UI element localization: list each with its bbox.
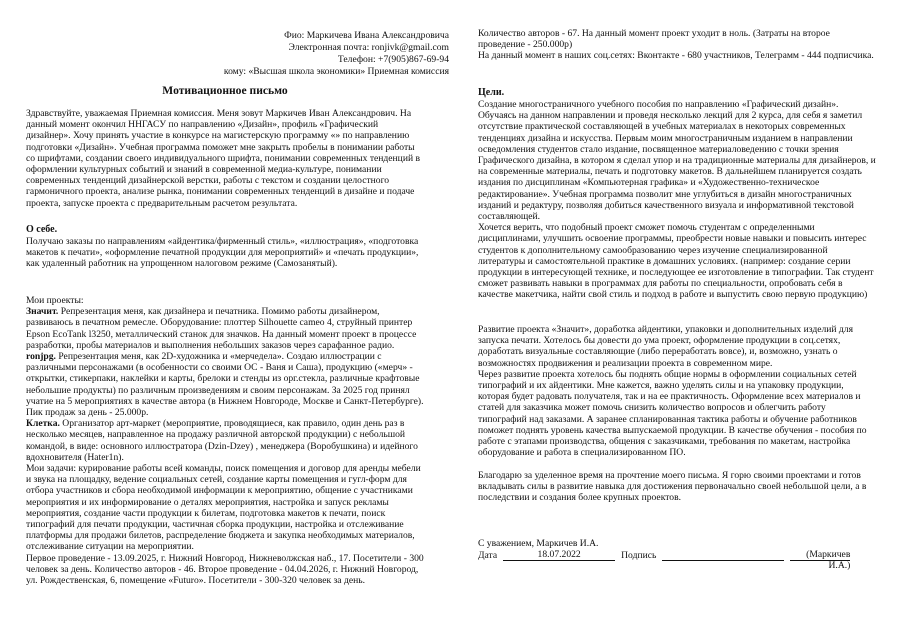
goals-paragraph-2: Хочется верить, что подобный проект сможет помочь студентам с определенными дисциплинами, улучшить освоение программы, преобрести новые навыки и повысить интерес студентов к дополнительному самообразованию через изучение специализированной литературы и самостоятельной практике в домашних условиях. (например: создание серии продукции в интересующей технике, и последующее ее изготовление в типографии. Так студент сможет развивать навыки в программах для работы по специальности, опробовать себя в качестве макетчика, найти свой стиль и подход в работе и выпустить свою первую продукцию) bbox=[478, 222, 874, 301]
goals-paragraph-1: Создание многостраничного учебного пособия по направлению «Графический дизайн». Обучаясь на данном направлении и проведя несколько лекций для 2 курса, для себя я заметил отсутствие практической составляющей в учебных материалах в некоторых современных тенденциях дизайна и искусства. Первым моим многостраничным изданием в направлении осведомления студентов стало издание, посвященное материаловедению с точки зрения Графического дизайна, в котором я сделал упор и на традиционные материалы для дизайнеров, и на современные материалы, печать и подготовку макетов. В дальнейшем планируется создать издания по дисциплинам «Компьютерная графика» и «Художественно-техническое редактирование». Учебная программа позволит мне углубиться в дизайн многостраничных изданий и редактуру, позволяя добиться качественного визуала и информативной текстовой составляющей. bbox=[478, 99, 876, 223]
tasks-paragraph: Мои задачи: курирование работы всей команды, поиск помещения и договор для аренды мебели и звука на площадку, ведение социальных сетей, создание карты помещения и гугл-форм для отбора участников и сбора необходимой информации к мероприятию, общение с участниками мероприятия и их информирование о деталях мероприятия, настройка и запуск рекламы мероприятия, создание части продукции к билетам, подготовка макетов к печати, поиск типографий для печати продукции, частичная сборка продукции, настройка и отслеживание платформы для продажи билетов, распределение бюджета и закупка необходимых материалов, отслеживание ситуации на мероприятии. bbox=[26, 463, 421, 553]
signature-blank bbox=[662, 549, 784, 561]
letter-header bbox=[136, 30, 449, 78]
recipient: кому: «Высшая школа экономики» Приемная комиссия bbox=[223, 66, 449, 77]
project-ronjpg bbox=[26, 351, 424, 418]
about-heading: О себе. bbox=[26, 224, 58, 235]
promo-section bbox=[478, 324, 876, 458]
promo-paragraph-2: Через развитие проекта хотелось бы поднять общие нормы в оформлении социальных сетей типографий и их айдентики. Мне кажется, важно уделять силы и на упаковку продукции, которая будет радовать получателя, так и на ее практичность. Оформление всех материалов и статей для заказчика может помочь снизить количество вопросов и облегчить работу типографий над заказами. А заранее спланированная тактика работы и обучение работников поможет поднять уровень качества выпускаемой продукции. В качестве обучения - пособия по работе с этапами производства, общения с заказчиками, требования по макетам, настройка оборудование и работа в специализированном ПО. bbox=[478, 368, 867, 459]
signer-name: (Маркичев И.А.) bbox=[790, 549, 850, 561]
promo-paragraph-1: Развитие проекта «Значит», доработка айдентики, упаковки и дополнительных изделий для запуска печати. Хотелось бы довести до ума проект, оформление продукции в соц.сетях, доработать визуальные составляющие (либо переработать вовсе), и, возможно, узнать о возможностях продвижения и реализации проекта в современном мире. bbox=[478, 324, 853, 369]
projects-section bbox=[26, 295, 424, 586]
kletka-continued bbox=[478, 28, 876, 62]
project-name: ronjpg. bbox=[26, 351, 56, 363]
project-name: Клетка. bbox=[26, 418, 60, 430]
date-value: 18.07.2022 bbox=[503, 549, 615, 561]
date-label: Дата bbox=[478, 550, 498, 562]
goals-section bbox=[478, 87, 876, 301]
intro-section bbox=[26, 108, 424, 209]
project-description: Организатор арт-маркет (мероприятие, проводящиеся, как правило, один день раз в несколько месяцев, направленное на продажу различной авторской продукции) с небольшой командой, в виде: основного иллюстратора (Dzin-Dzey) , менеджера (Воробушкина) и идейного вдохновителя (Hater1n). bbox=[26, 418, 418, 463]
authors-paragraph: Количество авторов - 67. На данный момент проект уходит в ноль. (Затраты на второе проведение - 250.000р) bbox=[478, 28, 830, 51]
sender-name: Фио: Маркичева Ивана Александровича bbox=[284, 30, 449, 41]
project-name: Значит. bbox=[26, 306, 59, 318]
goals-heading: Цели. bbox=[478, 87, 505, 98]
sender-email: Электронная почта: ronjivk@gmail.com bbox=[288, 42, 449, 53]
about-paragraph: Получаю заказы по направлениям «айдентика/фирменный стиль», «иллюстрация», «подготовка макетов к печати», «оформление печатной продукции для мероприятий» и «печать продукции», как удаленный работник на упрощенном налоговом режиме (Самозанятый). bbox=[26, 236, 419, 270]
projects-heading: Мои проекты: bbox=[26, 295, 84, 306]
project-description: Репрезентация меня, как дизайнера и печатника. Помимо работы дизайнером, развиваюсь в печатном ремесле. Оборудование: плоттер Silhouette cameo 4, струйный принтер Epson EcoTank l3250, металлический станок для значков. На данный момент проект в процессе разработки, пробы материалов и выполнения небольших заказов через сарафанное радио. bbox=[26, 306, 417, 351]
project-description: Репрезентация меня, как 2D-художника и «мерчедела». Создаю иллюстрации с различными персонажами (в особенности со своими ОС - Ваня и Саша), продукцию («мерч» - открытки, стикерпаки, наклейки и карты, брелоки и стенды из орг.стекла, различные крафтовые небольшие продукты) по различным произведениям и своим персонажам. За 2025 год принял учатие на 5 мероприятиях в качестве автора (в Нижнем Новгороде, Москве и Санкт-Петербурге). Пик продаж за день - 25.000р. bbox=[26, 351, 424, 419]
intro-paragraph: Здравствуйте, уважаемая Приемная комиссия. Меня зовут Маркичев Иван Александрович. На данный момент окончил ННГАСУ по направлению «Дизайн», профиль «Графический дизайнер». Хочу принять участие в конкурсе на магистерскую программу «» по направлению подготовки «Дизайн». Учебная программа поможет мне закрыть пробелы в понимании работы со шрифтами, создании своего индивидуального шрифта, понимании современных тенденций в оформлении культурных событий и знаний в современной медиа-культуре, понимании современных тенденций дизайнерской верстки, работы с текстом и создании целостного гармоничного проекта, анализе рынка, понимании современных тенденций в дизайне и подаче проекта, запуске проекта с предварительным расчетом результата. bbox=[26, 108, 421, 209]
thanks-paragraph: Благодарю за уделенное время на прочтение моего письма. Я горю своими проектами и готов вкладывать силы в развитие навыка для достижения первоначально своей небольшой цели, а в последствии и создания более крупных проектов. bbox=[478, 470, 867, 504]
page-title: Мотивационное письмо bbox=[162, 84, 288, 97]
signature-label: Подпись bbox=[621, 550, 657, 562]
signature-section bbox=[478, 538, 876, 572]
sender-phone: Телефон: +7(905)867-69-94 bbox=[337, 54, 449, 65]
regards-line: С уважением, Маркичев И.А. bbox=[478, 538, 599, 549]
events-paragraph: Первое проведение - 13.09.2025, г. Нижний Новгород, Нижневолжская наб., 17. Посетители - 300 человек за день. Количество авторов - 46. Второе проведение - 04.04.2026, г. Нижний Новгород, ул. Рождественская, 6, помещение «Futuro». Посетители - 300-320 человек за день. bbox=[26, 552, 424, 587]
signature-line bbox=[478, 549, 876, 572]
about-section bbox=[26, 224, 424, 270]
project-kletka bbox=[26, 418, 424, 463]
project-znachit bbox=[26, 306, 424, 351]
thanks-section bbox=[478, 470, 876, 504]
social-paragraph: На данный момент в наших соц.сетях: Вконтакте - 680 участников, Телеграмм - 444 подписчика. bbox=[478, 50, 874, 62]
